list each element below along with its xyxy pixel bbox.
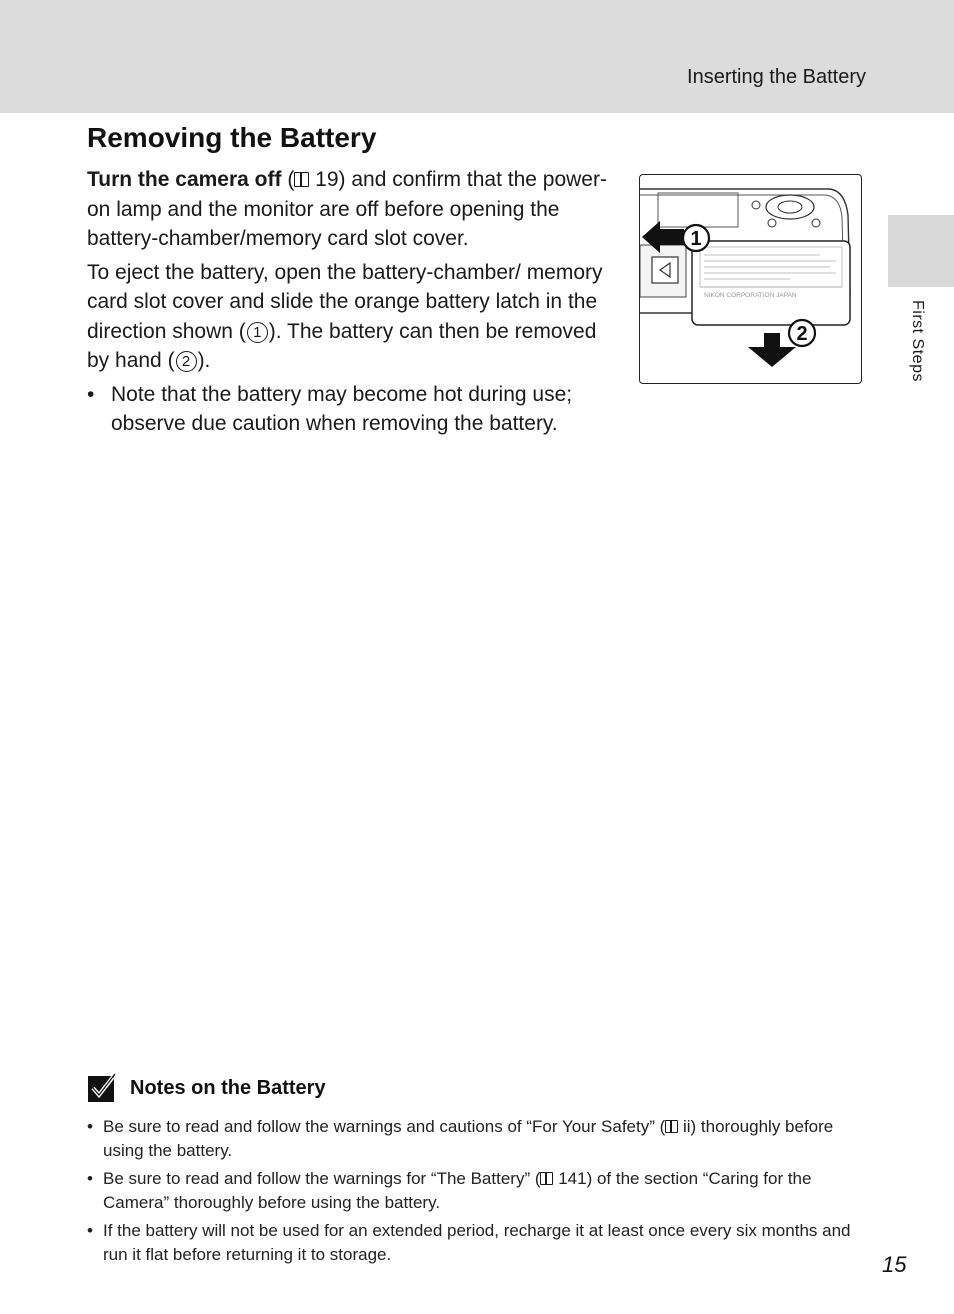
paragraph-eject: To eject the battery, open the battery-chamber/ memory card slot cover and slide the orange battery latch in the direction shown ( 1 ). The battery can then be removed by hand ( 2 ). [87, 260, 603, 372]
instructions [87, 165, 617, 439]
notes-header [87, 1073, 867, 1103]
paragraph-turn-off: Turn the camera off ( 19) and confirm that the power-on lamp and the monitor are off before opening the battery-chamber/memory card slot cover. [87, 168, 607, 250]
section-title: Removing the Battery [87, 122, 377, 153]
battery-brand-text: NIKON CORPORATION JAPAN [704, 292, 797, 299]
section-tab-marker [888, 215, 954, 287]
step-1-label: 1 [690, 228, 702, 250]
checkmark-note-icon [87, 1073, 117, 1103]
bullet-icon: • [87, 1169, 93, 1188]
pull-down-arrow-icon [748, 333, 796, 367]
turn-off-emphasis: Turn the camera off [87, 168, 282, 191]
list-item: • If the battery will not be used for an extended period, recharge it at least once every six months and run it flat before returning it to storage. [87, 1219, 867, 1267]
header-band [0, 0, 954, 113]
step-2-marker: 2 [176, 351, 197, 372]
page-number: 15 [882, 1252, 907, 1277]
notes-list [87, 1115, 867, 1267]
book-reference-icon [294, 172, 309, 187]
bullet-icon: • [87, 1117, 93, 1136]
camera-battery-drawing [640, 175, 862, 384]
section-tab-label: First Steps [909, 300, 926, 382]
step-1-marker: 1 [247, 322, 268, 343]
caution-bullet: • Note that the battery may become hot during use; observe due caution when removing the battery. [87, 380, 617, 439]
step-2-label: 2 [796, 323, 808, 345]
notes-title: Notes on the Battery [130, 1076, 326, 1099]
running-header-title: Inserting the Battery [687, 66, 866, 88]
bullet-icon: • [87, 1221, 93, 1240]
book-reference-icon [540, 1172, 553, 1185]
list-item: • Be sure to read and follow the warnings for “The Battery” ( 141) of the section “Caring for the Camera” thoroughly before using the battery. [87, 1167, 867, 1215]
battery-removal-illustration [639, 174, 862, 384]
list-item: • Be sure to read and follow the warnings and cautions of “For Your Safety” ( ii) thoroughly before using the battery. [87, 1115, 867, 1163]
bullet-icon: • [87, 382, 95, 406]
book-reference-icon [665, 1120, 678, 1133]
notes-box [87, 1073, 867, 1271]
